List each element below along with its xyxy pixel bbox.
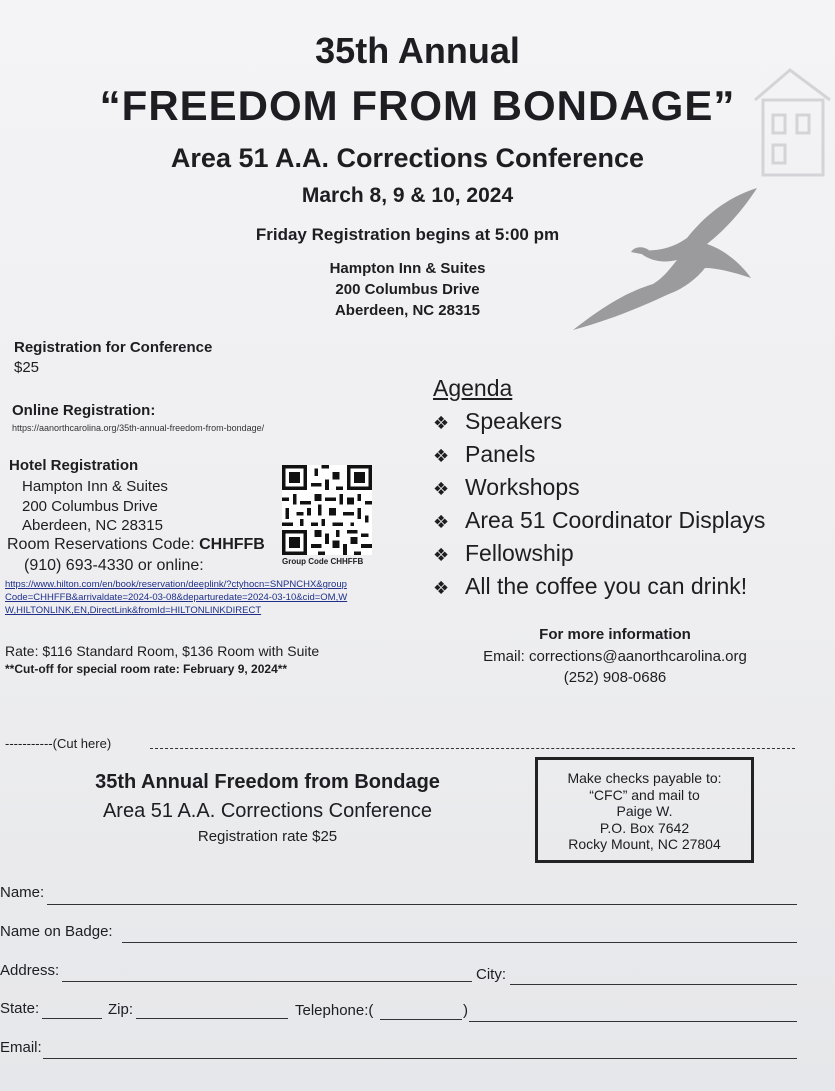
- name-field-label: Name:: [0, 884, 45, 901]
- conference-fee: $25: [14, 359, 40, 376]
- hotel-address: [22, 477, 168, 536]
- agenda-item-label: Speakers: [465, 408, 563, 434]
- venue-line: Aberdeen, NC 28315: [334, 302, 481, 319]
- title-edition: 35th Annual: [315, 30, 520, 71]
- telephone-area-field[interactable]: [380, 1019, 462, 1020]
- zip-field[interactable]: [136, 1018, 288, 1019]
- form-rate: Registration rate $25: [197, 828, 338, 845]
- badge-field[interactable]: [122, 942, 797, 943]
- more-info-email: [460, 648, 770, 665]
- agenda-item: [433, 438, 765, 471]
- hotel-phone: (910) 693-4330 or online:: [24, 557, 204, 574]
- diamond-bullet-icon: ❖: [433, 479, 450, 499]
- city-field-label: City:: [476, 966, 506, 983]
- payment-info-box: [535, 757, 754, 863]
- address-field-label: Address:: [0, 962, 60, 979]
- payable-line: “CFC” and mail to: [589, 786, 700, 803]
- venue-address: [290, 258, 525, 321]
- agenda-item: [433, 471, 765, 504]
- agenda-title: Agenda: [433, 375, 513, 401]
- payable-line: Rocky Mount, NC 27804: [568, 836, 721, 852]
- state-field-label: State:: [0, 1000, 40, 1017]
- city-field[interactable]: [510, 984, 797, 985]
- online-registration-label: Online Registration:: [12, 402, 156, 419]
- diamond-bullet-icon: ❖: [433, 413, 450, 433]
- link-line[interactable]: https://www.hilton.com/en/book/reservation/deeplink/?ctyhocn=SNPNCHX&group: [5, 579, 347, 590]
- diamond-bullet-icon: ❖: [433, 446, 450, 466]
- qr-code-icon: [282, 465, 372, 555]
- state-field[interactable]: [42, 1018, 102, 1019]
- hotel-address-line: Hampton Inn & Suites: [22, 478, 168, 495]
- address-field[interactable]: [62, 981, 472, 982]
- agenda-item: [433, 537, 765, 570]
- email-label: Email:: [483, 648, 529, 665]
- payable-line: Make checks payable to:: [567, 770, 722, 786]
- agenda-item: [433, 504, 765, 537]
- form-title: 35th Annual Freedom from Bondage: [95, 771, 440, 793]
- telephone-field[interactable]: [469, 1021, 797, 1022]
- more-info-title: For more information: [539, 626, 691, 643]
- title-subtitle: Area 51 A.A. Corrections Conference: [170, 143, 645, 173]
- form-subtitle: Area 51 A.A. Corrections Conference: [102, 800, 433, 822]
- agenda-item-label: Area 51 Coordinator Displays: [465, 507, 766, 533]
- cut-dashes: -----------: [5, 736, 53, 751]
- hotel-booking-link[interactable]: [5, 578, 347, 617]
- contact-email-link[interactable]: corrections@aanorthcarolina.org: [529, 648, 747, 665]
- email-field[interactable]: [43, 1058, 797, 1059]
- conference-registration-label: Registration for Conference: [14, 339, 213, 356]
- registration-start-note: Friday Registration begins at 5:00 pm: [255, 225, 560, 244]
- room-code-label: Room Reservations Code:: [7, 536, 200, 553]
- telephone-field-label: Telephone:(: [295, 1002, 374, 1019]
- agenda-item-label: Panels: [465, 441, 536, 467]
- room-code-value: CHHFFB: [199, 536, 265, 553]
- agenda-list: [433, 405, 765, 603]
- link-line[interactable]: W,HILTONLINK,EN,DirectLink&fromId=HILTONLINKDIRECT: [5, 605, 262, 616]
- venue-line: 200 Columbus Drive: [335, 281, 480, 298]
- event-dates: March 8, 9 & 10, 2024: [301, 184, 514, 207]
- agenda-item: [433, 405, 765, 438]
- hotel-address-line: Aberdeen, NC 28315: [22, 517, 163, 534]
- room-rate: Rate: $116 Standard Room, $136 Room with Suite: [5, 643, 320, 659]
- room-reservation-code: [7, 536, 265, 554]
- diamond-bullet-icon: ❖: [433, 545, 450, 565]
- zip-field-label: Zip:: [108, 1001, 134, 1018]
- hotel-registration-label: Hotel Registration: [9, 457, 139, 474]
- hotel-address-line: 200 Columbus Drive: [22, 497, 158, 515]
- name-field[interactable]: [47, 904, 797, 905]
- agenda-item-label: Fellowship: [465, 540, 574, 566]
- cut-line: [150, 748, 795, 749]
- online-registration-url[interactable]: https://aanorthcarolina.org/35th-annual-freedom-from-bondage/: [12, 423, 265, 433]
- diamond-bullet-icon: ❖: [433, 578, 450, 598]
- telephone-close-paren: ): [463, 1002, 468, 1019]
- qr-caption: Group Code CHHFFB: [282, 557, 364, 566]
- venue-line: Hampton Inn & Suites: [329, 260, 486, 277]
- email-field-label: Email:: [0, 1039, 42, 1056]
- more-info-phone: (252) 908-0686: [563, 669, 667, 686]
- rate-cutoff: **Cut-off for special room rate: February 9, 2024**: [5, 662, 288, 676]
- payable-line: P.O. Box 7642: [599, 819, 690, 836]
- title-main: “FREEDOM FROM BONDAGE”: [99, 82, 736, 129]
- agenda-item: [433, 570, 765, 603]
- payable-line: Paige W.: [616, 803, 673, 819]
- diamond-bullet-icon: ❖: [433, 512, 450, 532]
- agenda-item-label: Workshops: [465, 474, 580, 500]
- agenda-item-label: All the coffee you can drink!: [465, 573, 748, 599]
- badge-field-label: Name on Badge:: [0, 923, 113, 940]
- cut-label: (Cut here): [52, 736, 112, 751]
- link-line[interactable]: Code=CHHFFB&arrivaldate=2024-03-08&departuredate=2024-03-10&cid=OM,W: [5, 592, 348, 603]
